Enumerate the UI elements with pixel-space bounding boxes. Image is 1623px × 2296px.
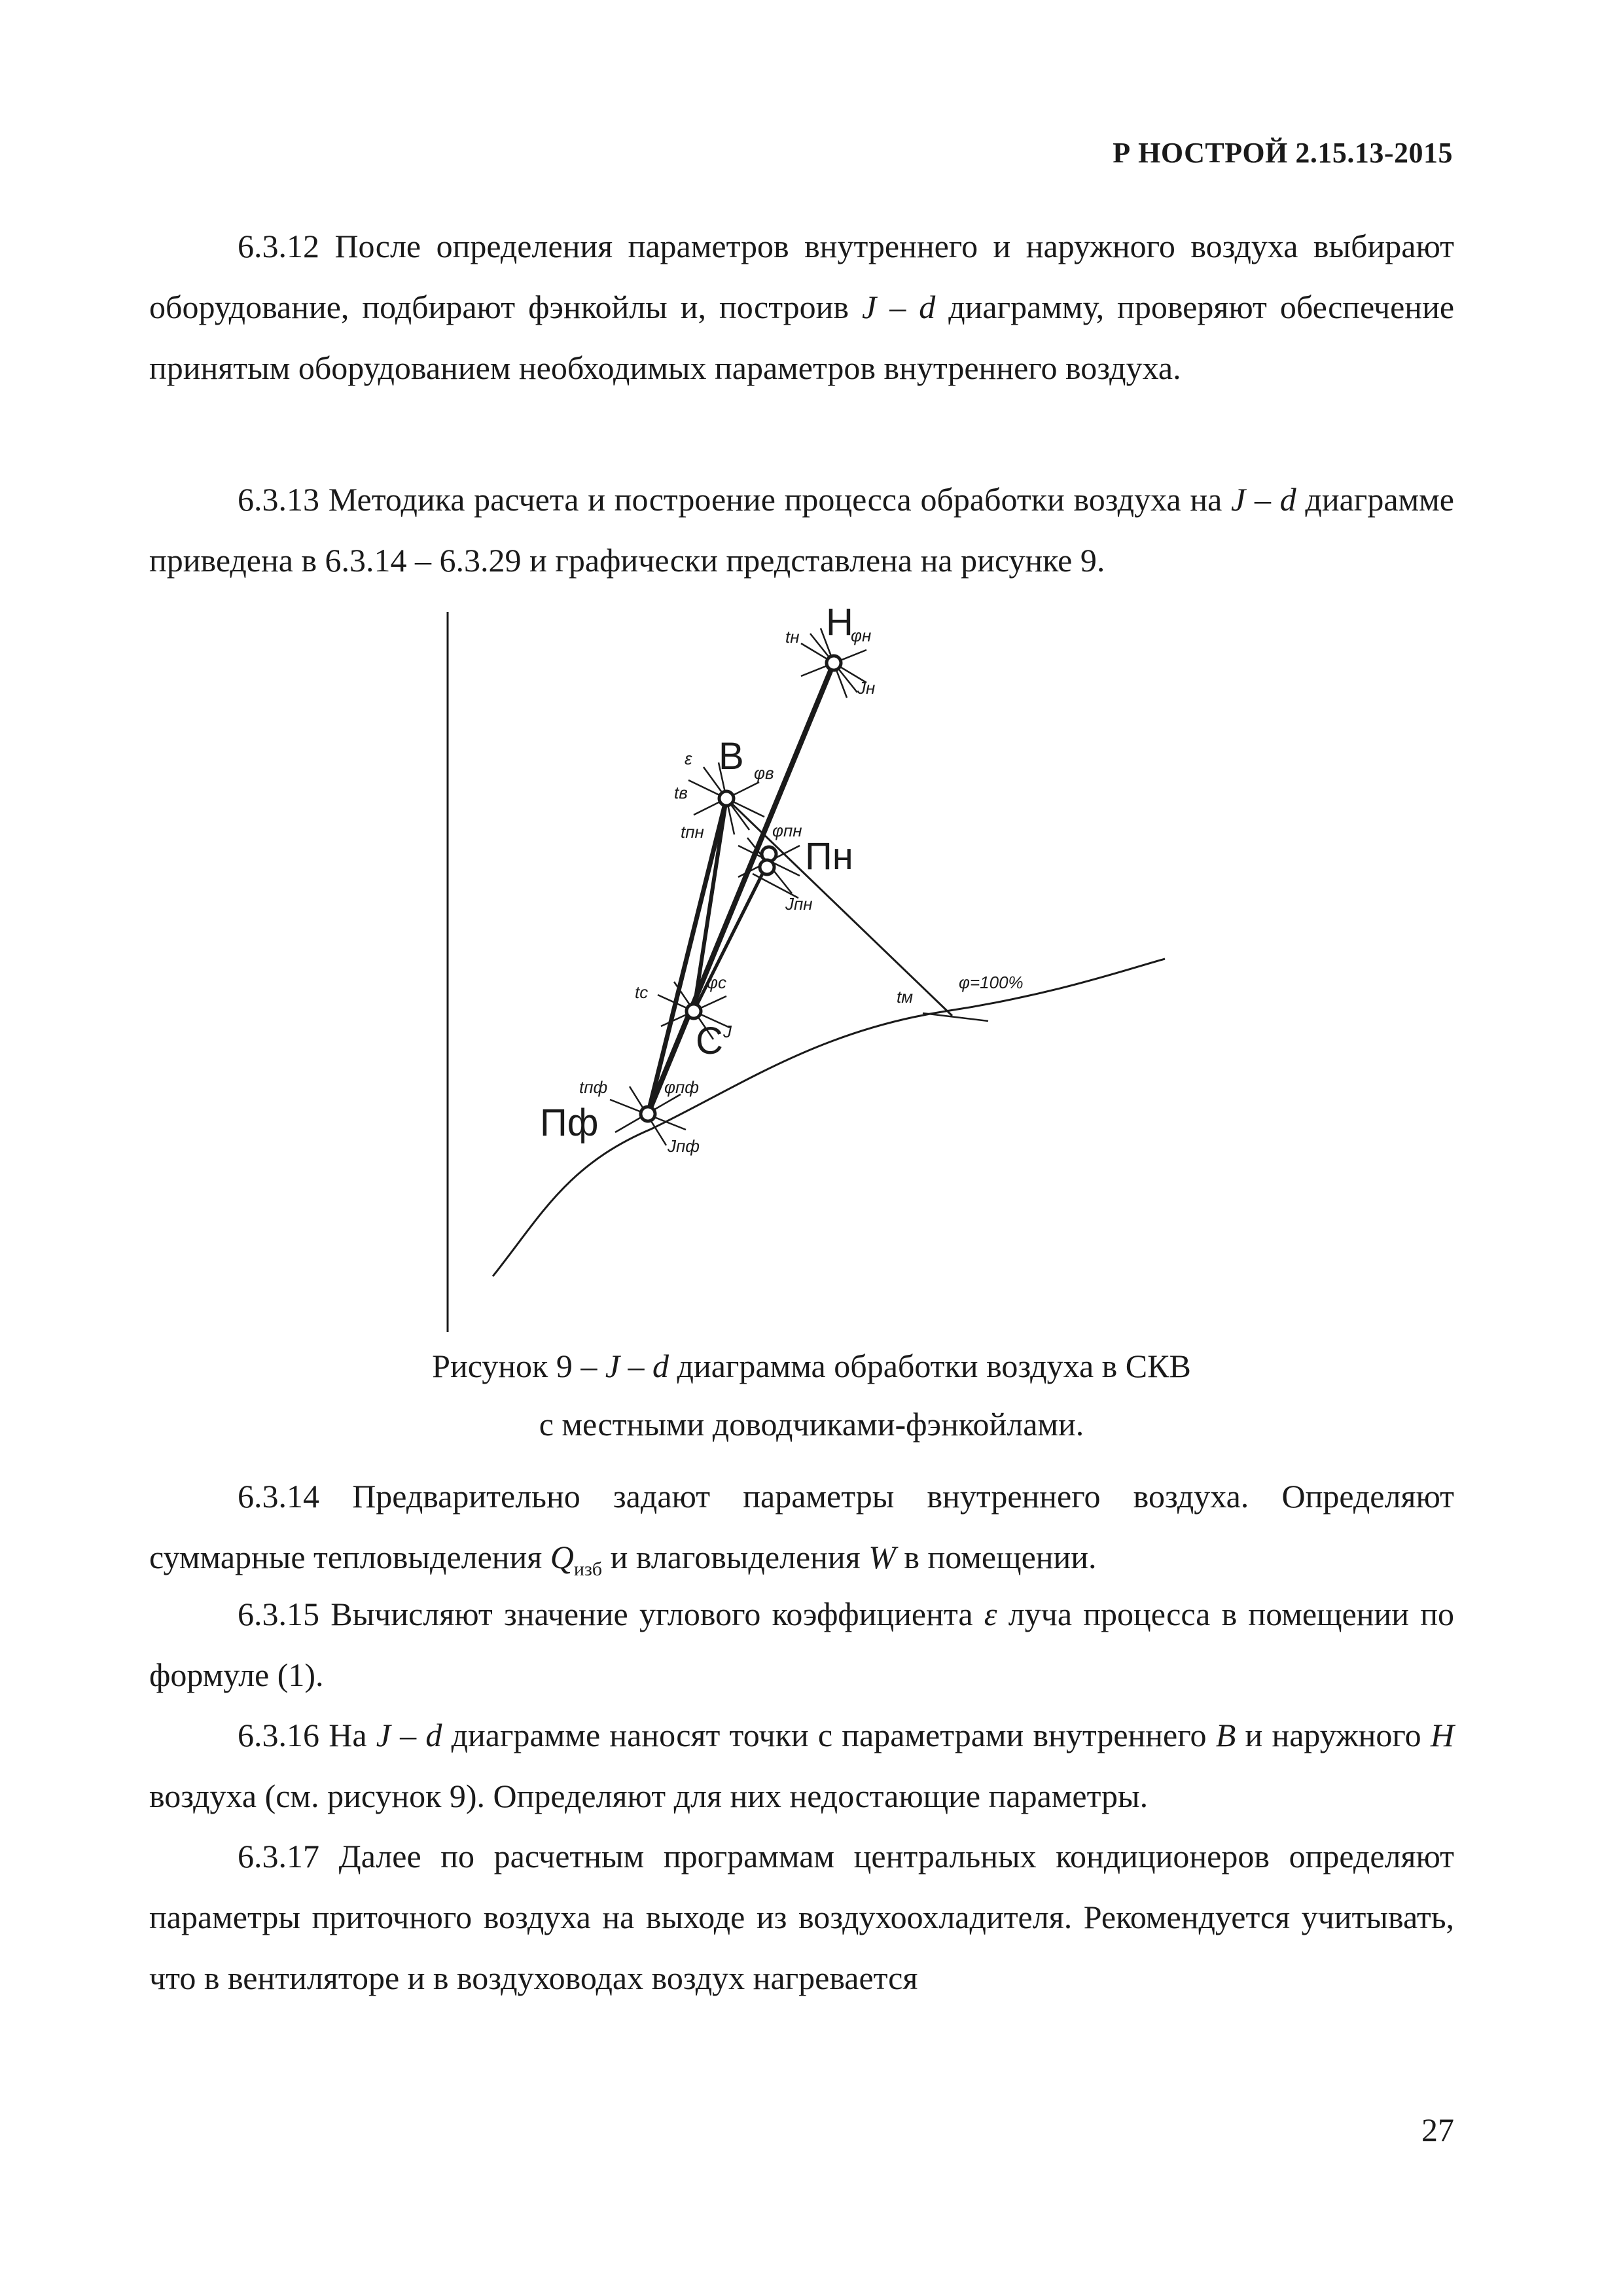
paragraph-6-3-15-text: 6.3.15 Вычисляют значение углового коэффициента [238, 1596, 973, 1632]
eps-label: ε [685, 749, 692, 768]
point-h-label: Н [826, 601, 853, 643]
q-subscript: изб [573, 1558, 603, 1580]
paragraph-6-3-15-tail: луча процесса в помещении по формуле (1). [149, 1596, 1455, 1693]
q-symbol: Q [550, 1539, 574, 1575]
jd-term: J – d [1231, 481, 1296, 518]
paragraph-6-3-15 [149, 1584, 1454, 1706]
paragraph-6-3-14-text: 6.3.14 Предварительно задают параметры внутреннего воздуха. Определяют суммарные тепловыделения [149, 1478, 1454, 1575]
tv-label: tв [674, 783, 688, 802]
paragraph-6-3-13-text: 6.3.13 Методика расчета и построение процесса обработки воздуха на [238, 481, 1222, 518]
paragraph-6-3-14 [149, 1466, 1454, 1600]
phiv-label: φв [754, 763, 774, 783]
paragraph-6-3-16-mid: диаграмме наносят точки с параметрами внутреннего [451, 1717, 1207, 1753]
paragraph-6-3-16 [149, 1705, 1454, 1827]
figure-caption-line1 [0, 1347, 1623, 1385]
jd-term: J – d [376, 1717, 442, 1753]
phin-label: φн [851, 626, 872, 645]
point-c-marker [687, 1004, 701, 1018]
jd-term: J – d [605, 1348, 669, 1384]
paragraph-6-3-14-tail: в помещении. [904, 1539, 1097, 1575]
point-pf-marker [641, 1107, 655, 1121]
jn-label: Jн [857, 678, 876, 698]
jd-diagram-svg [425, 602, 1211, 1342]
b-symbol: В [1215, 1717, 1236, 1753]
line-b-to-dewpoint [726, 798, 952, 1016]
paragraph-6-3-17-text: 6.3.17 Далее по расчетным программам центральных кондиционеров определяют параметры приточного воздуха на выходе из воздухоохладителя. Рекомендуется учитывать, что в вентиляторе и в воздуховодах воздух нагревается [149, 1838, 1454, 1996]
tpf-label: tпф [579, 1077, 608, 1097]
figure-caption-line2: с местными доводчиками-фэнкойлами. [539, 1406, 1084, 1443]
point-b-marker [719, 791, 734, 806]
paragraph-6-3-17 [149, 1826, 1454, 2009]
paragraph-6-3-13 [149, 469, 1454, 591]
paragraph-6-3-16-tail: воздуха (см. рисунок 9). Определяют для них недостающие параметры. [149, 1778, 1149, 1814]
page-number: 27 [1421, 2111, 1454, 2148]
paragraph-6-3-12-text: 6.3.12 После определения параметров внутреннего и наружного воздуха выбирают оборудование, подбирают фэнкойлы и, построив [149, 228, 1454, 325]
tick-dewpoint [923, 1013, 988, 1021]
jd-diagram-figure [425, 602, 1211, 1342]
tm-label: tм [897, 987, 914, 1007]
line-h-to-pf [648, 663, 834, 1114]
paragraph-6-3-14-mid: и влаговыделения [610, 1539, 861, 1575]
paragraph-6-3-12-tail: диаграмму, проверяют обеспечение принятым оборудованием необходимых параметров внутреннего воздуха. [149, 289, 1455, 386]
point-pn-marker-lower [760, 860, 774, 874]
document-code-header: Р НОСТРОЙ 2.15.13-2015 [1113, 137, 1453, 169]
tc-label: tс [635, 982, 649, 1002]
point-b-label: В [719, 735, 744, 778]
caption-title: диаграмма обработки воздуха в СКВ [677, 1348, 1191, 1384]
jd-term: J – d [862, 289, 936, 325]
phi100-label: φ=100% [959, 973, 1024, 992]
point-pn-label: Пн [805, 835, 853, 878]
tn-label: tн [785, 627, 800, 647]
jpn-label: Jпн [785, 894, 813, 914]
tpn-label: tпн [681, 822, 704, 842]
phic-label: φс [707, 973, 726, 992]
point-h-marker [827, 656, 841, 670]
caption-prefix: Рисунок 9 – [432, 1348, 597, 1384]
paragraph-6-3-16-text: 6.3.16 На [238, 1717, 367, 1753]
w-symbol: W [868, 1539, 896, 1575]
point-c-label: С [696, 1020, 723, 1062]
paragraph-6-3-13-tail: диаграмме приведена в 6.3.14 – 6.3.29 и графически представлена на рисунке 9. [149, 481, 1454, 579]
paragraph-6-3-16-and: и наружного [1245, 1717, 1421, 1753]
jc-label: J [723, 1022, 732, 1041]
jpf-label: Jпф [668, 1136, 700, 1156]
epsilon-symbol: ε [984, 1596, 997, 1632]
point-pf-label: Пф [540, 1102, 599, 1144]
paragraph-6-3-12 [149, 216, 1454, 399]
h-symbol: Н [1430, 1717, 1454, 1753]
phipn-label: φпн [772, 821, 802, 840]
phipf-label: φпф [664, 1077, 699, 1097]
